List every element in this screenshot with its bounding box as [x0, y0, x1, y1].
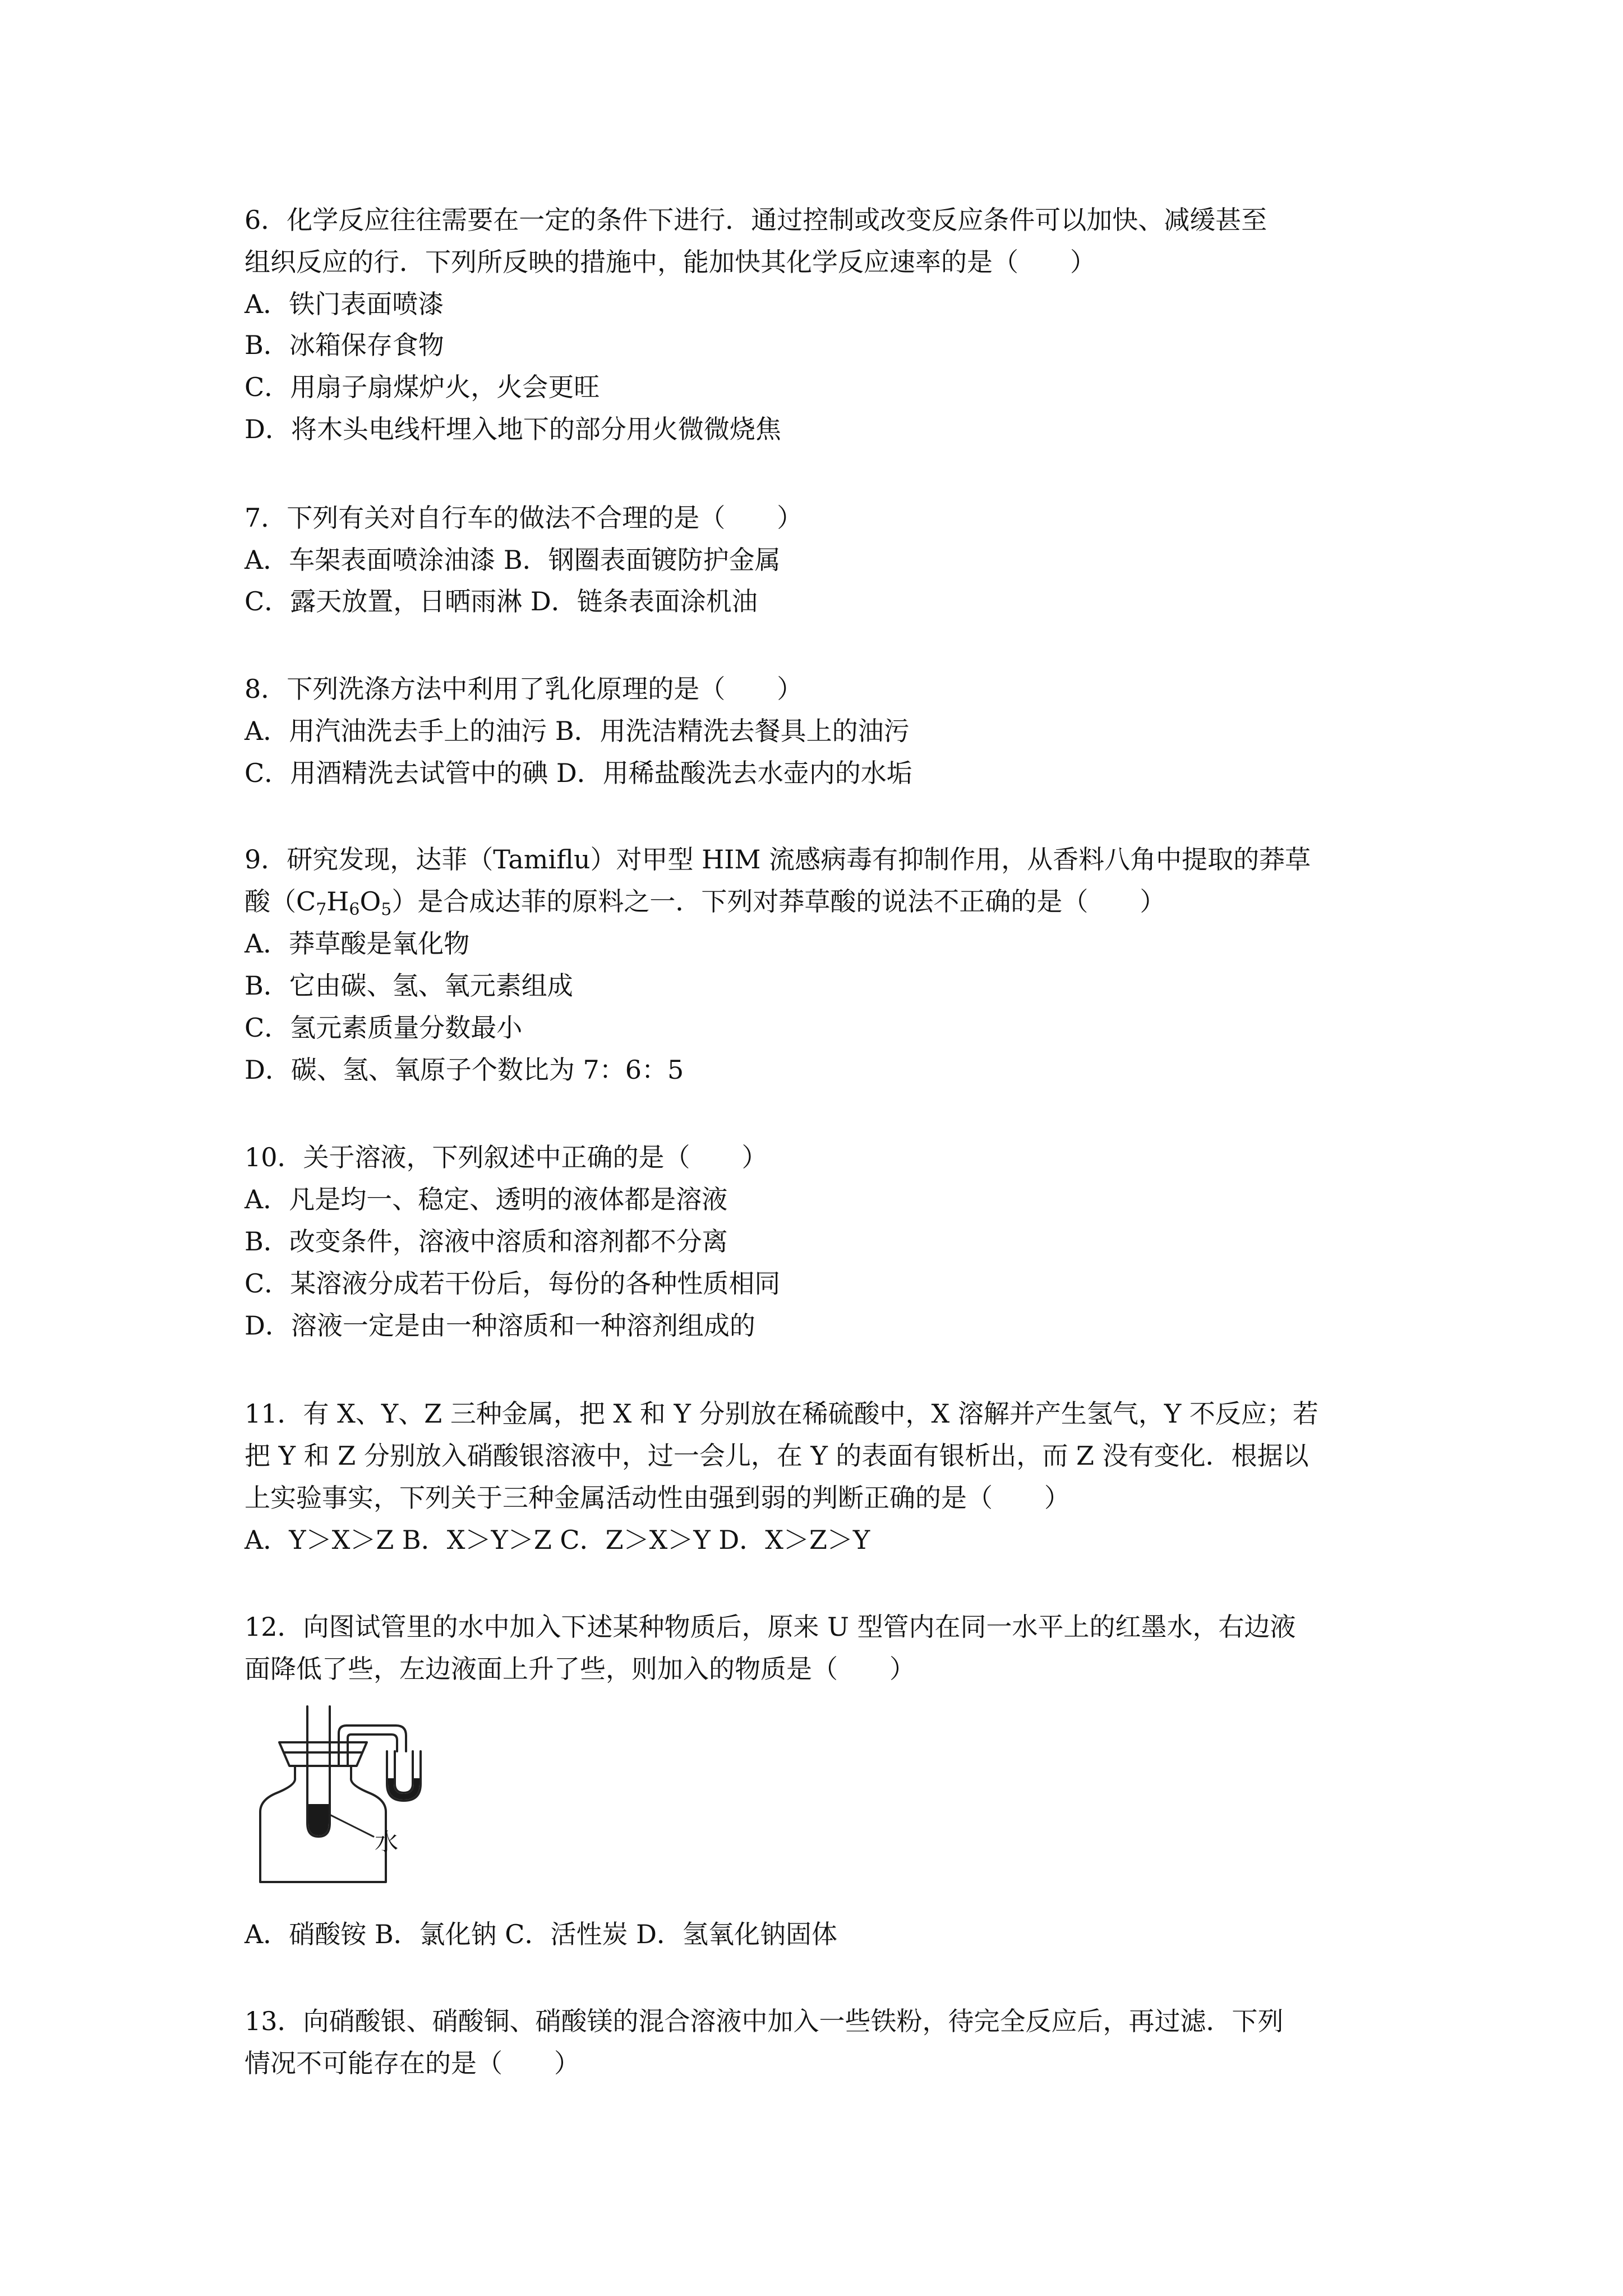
q6-option-c: C．用扇子扇煤炉火，火会更旺 — [245, 372, 600, 402]
q9-stem-pre: 酸（C — [245, 886, 316, 917]
q10-option-a: A．凡是均一、稳定、透明的液体都是溶液 — [245, 1184, 728, 1214]
q10-option-d: D．溶液一定是由一种溶质和一种溶剂组成的 — [245, 1310, 755, 1341]
water-label: 水 — [375, 1828, 399, 1856]
q6-stem-line2: 组织反应的行．下列所反映的措施中，能加快其化学反应速率的是（ ） — [245, 247, 1096, 277]
u-tube-apparatus-diagram — [245, 1700, 435, 1890]
q9-stem-line1: 9．研究发现，达菲（Tamiflu）对甲型 HIM 流感病毒有抑制作用，从香料八角中提取的莽草 — [245, 844, 1311, 875]
q7-options-ab: A．车架表面喷涂油漆 B．钢圈表面镀防护金属 — [245, 545, 781, 575]
q11-stem-line2: 把 Y 和 Z 分别放入硝酸银溶液中，过一会儿，在 Y 的表面有银析出，而 Z 没有变化．根据以 — [245, 1441, 1309, 1471]
q9-stem-line2 — [245, 885, 1165, 918]
q8-stem: 8．下列洗涤方法中利用了乳化原理的是（ ） — [245, 674, 803, 704]
water-fill — [308, 1804, 329, 1835]
q12-options: A．硝酸铵 B．氯化钠 C．活性炭 D．氢氧化钠固体 — [245, 1919, 837, 1949]
q6-stem-line1: 6．化学反应往往需要在一定的条件下进行．通过控制或改变反应条件可以加快、减缓甚至 — [245, 205, 1267, 235]
q9-sub-oxygen: 5 — [381, 900, 392, 919]
q6-option-d: D．将木头电线杆埋入地下的部分用火微微烧焦 — [245, 414, 781, 444]
q9-hydrogen: H — [326, 886, 349, 917]
q9-sub-carbon: 7 — [316, 900, 327, 919]
q12-stem-line1: 12．向图试管里的水中加入下述某种物质后，原来 U 型管内在同一水平上的红墨水，右边液 — [245, 1612, 1296, 1642]
q8-options-ab: A．用汽油洗去手上的油污 B．用洗洁精洗去餐具上的油污 — [245, 716, 910, 746]
stopper — [279, 1742, 367, 1766]
q11-stem-line1: 11．有 X、Y、Z 三种金属，把 X 和 Y 分别放在稀硫酸中，X 溶解并产生氢气，Y 不反应；若 — [245, 1398, 1318, 1429]
q13-stem-line2: 情况不可能存在的是（ ） — [245, 2048, 580, 2078]
q12-apparatus-figure — [245, 1700, 435, 1890]
q13-stem-line1: 13．向硝酸银、硝酸铜、硝酸镁的混合溶液中加入一些铁粉，待完全反应后，再过滤．下列 — [245, 2006, 1284, 2036]
q11-stem-line3: 上实验事实，下列关于三种金属活动性由强到弱的判断正确的是（ ） — [245, 1483, 1070, 1513]
q10-option-c: C．某溶液分成若干份后，每份的各种性质相同 — [245, 1268, 781, 1299]
q9-option-d: D．碳、氢、氧原子个数比为 7：6：5 — [245, 1055, 684, 1085]
q9-option-c: C．氢元素质量分数最小 — [245, 1013, 523, 1043]
q10-stem: 10．关于溶液，下列叙述中正确的是（ ） — [245, 1142, 768, 1172]
q7-stem: 7．下列有关对自行车的做法不合理的是（ ） — [245, 503, 803, 533]
q9-stem-post: ）是合成达菲的原料之一．下列对莽草酸的说法不正确的是（ ） — [391, 886, 1166, 917]
q11-options: A．Y＞X＞Z B．X＞Y＞Z C．Z＞X＞Y D．X＞Z＞Y — [245, 1525, 870, 1555]
q7-options-cd: C．露天放置，日晒雨淋 D．链条表面涂机油 — [245, 586, 758, 616]
q6-option-b: B．冰箱保存食物 — [245, 330, 444, 360]
q9-option-b: B．它由碳、氢、氧元素组成 — [245, 970, 573, 1001]
q6-option-a: A．铁门表面喷漆 — [245, 289, 444, 319]
q10-option-b: B．改变条件，溶液中溶质和溶剂都不分离 — [245, 1226, 728, 1257]
q9-option-a: A．莽草酸是氧化物 — [245, 928, 470, 959]
q12-stem-line2: 面降低了些，左边液面上升了些，则加入的物质是（ ） — [245, 1654, 915, 1684]
q9-oxygen: O — [359, 886, 381, 917]
q8-options-cd: C．用酒精洗去试管中的碘 D．用稀盐酸洗去水壶内的水垢 — [245, 758, 912, 788]
q9-sub-hydrogen: 6 — [349, 900, 360, 919]
